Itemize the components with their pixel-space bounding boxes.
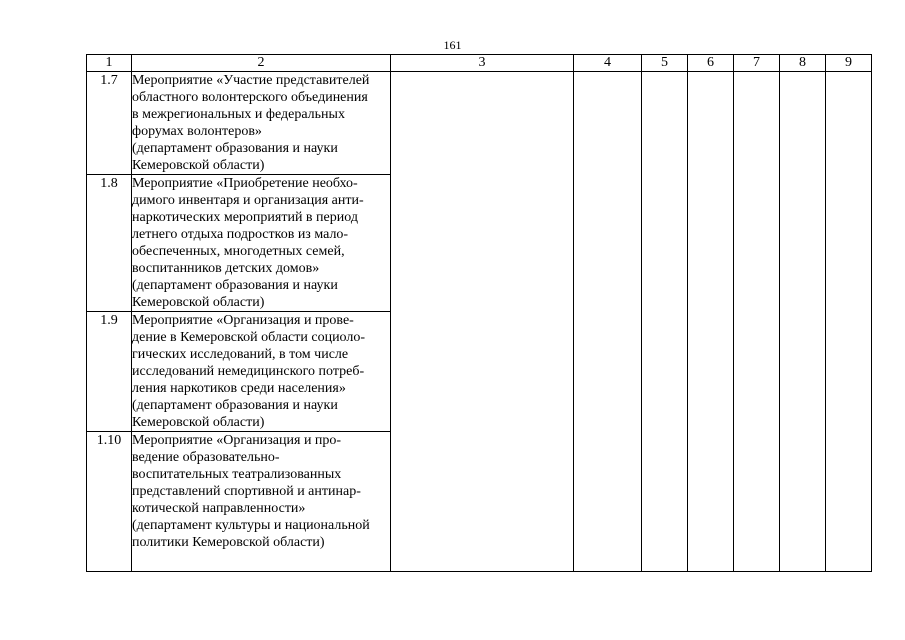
- column-header-2: 2: [132, 55, 391, 72]
- description-line: исследований немедицинского потреб-: [132, 364, 365, 379]
- description-line: в межрегиональных и федеральных: [132, 107, 345, 122]
- program-table: [86, 54, 872, 572]
- row-number: 1.9: [87, 312, 132, 432]
- description-line: обеспеченных, многодетных семей,: [132, 244, 345, 259]
- column-header-5: 5: [642, 55, 688, 72]
- column-header-7: 7: [734, 55, 780, 72]
- description-line: (департамент образования и науки: [132, 398, 338, 413]
- description-line: областного волонтерского объединения: [132, 90, 368, 105]
- column-header-row: [87, 55, 872, 72]
- description-line: форумах волонтеров»: [132, 124, 262, 139]
- description-line: гических исследований, в том числе: [132, 347, 349, 362]
- description-line: воспитательных театрализованных: [132, 467, 342, 482]
- description-line: (департамент образования и науки: [132, 278, 338, 293]
- description-line: Мероприятие «Организация и прове-: [132, 313, 354, 328]
- description-line: воспитанников детских домов»: [132, 261, 320, 276]
- table-row: [87, 72, 872, 175]
- description-line: дение в Кемеровской области социоло-: [132, 330, 366, 345]
- description-line: ления наркотиков среди населения»: [132, 381, 346, 396]
- activity-description: [132, 312, 391, 432]
- activity-description: [132, 175, 391, 312]
- description-line: Мероприятие «Приобретение необхо-: [132, 176, 358, 191]
- column-header-1: 1: [87, 55, 132, 72]
- merged-empty-cell-col8: [780, 72, 826, 572]
- column-header-8: 8: [780, 55, 826, 72]
- description-line: димого инвентаря и организация анти-: [132, 193, 364, 208]
- description-line: Кемеровской области): [132, 415, 265, 430]
- merged-empty-cell-col9: [826, 72, 872, 572]
- merged-empty-cell-col5: [642, 72, 688, 572]
- description-line: Мероприятие «Организация и про-: [132, 433, 342, 448]
- column-header-3: 3: [391, 55, 574, 72]
- description-line: представлений спортивной и антинар-: [132, 484, 361, 499]
- column-header-9: 9: [826, 55, 872, 72]
- row-number: 1.7: [87, 72, 132, 175]
- description-line: Мероприятие «Участие представителей: [132, 73, 370, 88]
- activity-description: [132, 432, 391, 572]
- column-header-6: 6: [688, 55, 734, 72]
- page-number: 161: [443, 38, 462, 52]
- row-number: 1.8: [87, 175, 132, 312]
- description-line: Кемеровской области): [132, 158, 265, 173]
- description-line: котической направленности»: [132, 501, 306, 516]
- description-line: наркотических мероприятий в период: [132, 210, 358, 225]
- merged-empty-cell-col3: [391, 72, 574, 572]
- description-line: (департамент образования и науки: [132, 141, 338, 156]
- description-line: ведение образовательно-: [132, 450, 280, 465]
- column-header-4: 4: [574, 55, 642, 72]
- row-number: 1.10: [87, 432, 132, 572]
- description-line: Кемеровской области): [132, 295, 265, 310]
- merged-empty-cell-col7: [734, 72, 780, 572]
- description-line: (департамент культуры и национальной: [132, 518, 370, 533]
- activity-description: [132, 72, 391, 175]
- merged-empty-cell-col6: [688, 72, 734, 572]
- merged-empty-cell-col4: [574, 72, 642, 572]
- description-line: политики Кемеровской области): [132, 535, 325, 550]
- description-line: летнего отдыха подростков из мало-: [132, 227, 349, 242]
